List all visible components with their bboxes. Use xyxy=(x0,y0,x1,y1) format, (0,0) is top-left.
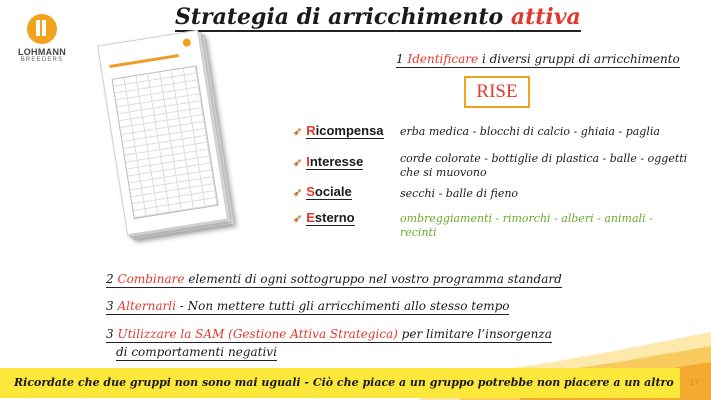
title-highlight: attiva xyxy=(510,4,581,30)
category-ricompensa-desc: erba medica - blocchi di calcio - ghiaia - paglia xyxy=(400,125,660,138)
page-number: 17 xyxy=(690,378,699,387)
category-esterno: ➶ Esterno xyxy=(293,210,355,225)
slide-title xyxy=(175,4,581,30)
step-3-sam: 3 Utilizzare la SAM (Gestione Attiva Strategica) per limitare l’insorgenza xyxy=(106,327,552,341)
category-ricompensa: ➶ Ricompensa xyxy=(293,123,384,138)
rise-acronym-box: RISE xyxy=(464,76,530,108)
step-number: 1 xyxy=(396,52,404,66)
bird-icon: ➶ xyxy=(293,157,303,169)
bird-icon: ➶ xyxy=(293,187,303,199)
logo-subtitle: BREEDERS xyxy=(20,57,64,63)
bird-icon: ➶ xyxy=(293,213,303,225)
step-1 xyxy=(396,52,680,66)
step-3-alternate: 3 Alternarli - Non mettere tutti gli arricchimenti allo stesso tempo xyxy=(106,299,510,313)
lohmann-logo-icon xyxy=(27,14,57,44)
lohmann-logo xyxy=(14,14,70,63)
bird-icon: ➶ xyxy=(293,126,303,138)
step-3-sam-line2: di comportamenti negativi xyxy=(116,345,277,359)
logo-name: LOHMANN xyxy=(17,47,67,57)
step-highlight: Identificare xyxy=(407,52,479,66)
category-sociale: ➶ Sociale xyxy=(293,184,352,199)
form-table xyxy=(112,65,219,219)
category-esterno-desc: ombreggiamenti - rimorchi - alberi - animali - recinti xyxy=(400,212,653,239)
enrichment-form-image xyxy=(97,29,235,241)
category-interesse: ➶ Interesse xyxy=(293,154,364,169)
step-text: i diversi gruppi di arricchimento xyxy=(481,52,680,66)
footer-text: Ricordate che due gruppi non sono mai uguali - Ciò che piace a un gruppo potrebbe non piacere a un altro xyxy=(14,376,674,389)
step-2: 2 Combinare elementi di ogni sottogruppo nel vostro programma standard xyxy=(106,272,562,286)
category-sociale-desc: secchi - balle di fieno xyxy=(400,187,519,200)
category-interesse-desc: corde colorate - bottiglie di plastica - balle - oggetti che si muovono xyxy=(400,152,688,179)
title-text: Strategia di arricchimento xyxy=(175,4,504,30)
